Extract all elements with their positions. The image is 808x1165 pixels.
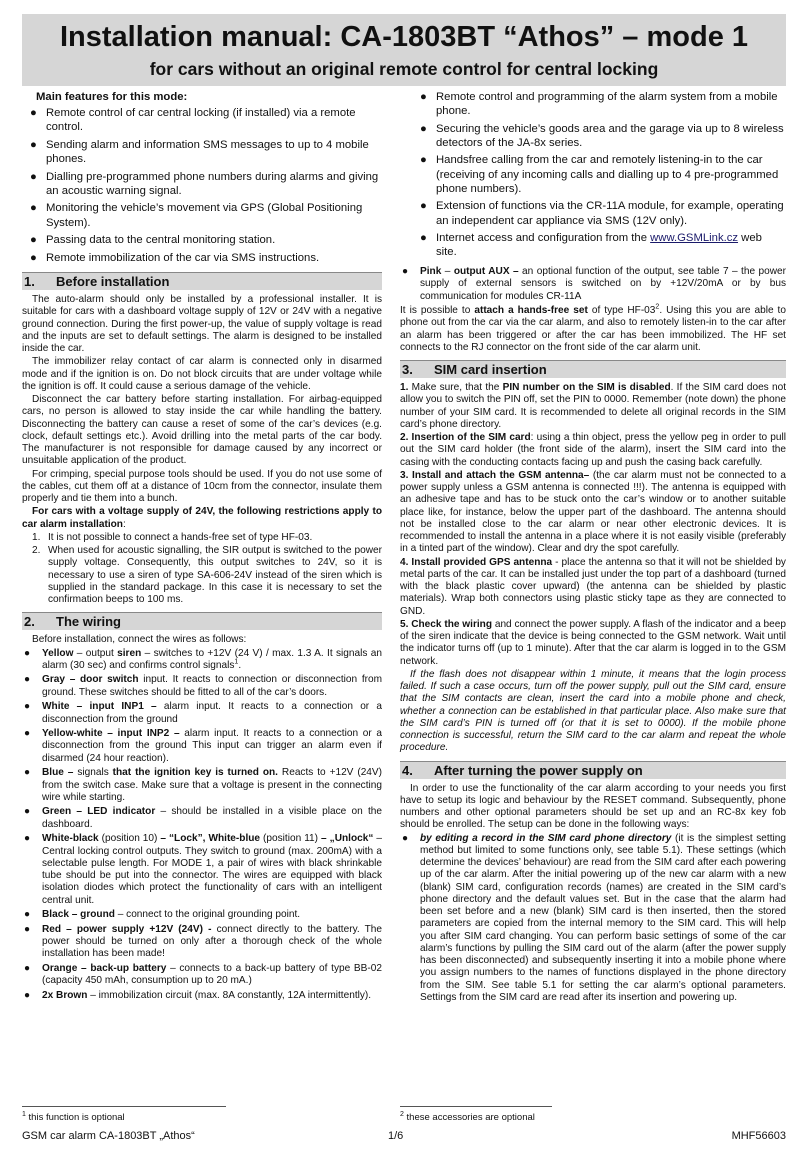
bullet-icon: ●: [420, 91, 427, 103]
list-item: ● Remote control and programming of the alarm system from a mobile phone.: [420, 91, 778, 118]
title-banner: [22, 14, 786, 86]
bullet-icon: ●: [24, 701, 31, 713]
paragraph: 3. Install and attach the GSM antenna– (the car alarm must not be connected to a power supply unless a GSM antenna is connected !!!). The antenna is equipped with an adhesive tape and has to be stuck onto the car’s window or to another suitable place like, for instance, below the upper part of the dashboard. The antenna should not be installed close to the car alarm or near other electronic devices. It is recommended to install the antenna in a place where it is not easily visible (preferably in a tinted part of the window). Clear and dry the spot carefully.: [400, 469, 786, 555]
bullet-icon: ●: [420, 154, 427, 167]
list-item: ● Handsfree calling from the car and remotely listening-in to the car (receiving of any incoming calls and dialling up to 4 pre-programmed phone numbers).: [420, 154, 779, 195]
list-item: ● Green – LED indicator – should be installed in a visible place on the dashboard.: [24, 806, 382, 830]
page-title: Installation manual: CA-1803BT “Athos” – mode 1: [59, 21, 749, 53]
bullet-icon: ●: [402, 266, 409, 277]
paragraph: 1. Make sure, that the PIN number on the SIM is disabled. If the SIM card does not allow you to switch the PIN off, set the PIN to 0000. Remember (note down) the phone number of your SIM card. It is recommended to delete all original records in the SIM card’s phone directory.: [400, 382, 786, 430]
list-item: ● Internet access and configuration from the www.GSMLink.cz web site.: [420, 232, 762, 259]
paragraph: Before installation, connect the wires as follows:: [32, 634, 247, 646]
list-item: ● White-black (position 10) – “Lock”, White-blue (position 11) – „Unlock“ – Central locking control outputs. They switch to ground (max. 200mA) with a selectable pulse length. For MODE 1, a pair of wires with black shrinkable tube should be put into the connector. The wires are equipped with black isolation diodes which protect the functionality of cars with an intelligent central unit.: [24, 833, 383, 906]
paragraph: If the flash does not disappear within 1 minute, it means that the login process failed. If such a case occurs, turn off the power supply, pull out the SIM card, ensure that the SIM contacts are clean, insert the card into a mobile phone and check, whether a connection can be established in that particular place. Also make sure that the SIM card’s PIN is turned off (or that it is set to 0000). If the mobile phone connection is successful, return the SIM card to the car alarm and repeat the whole procedure.: [400, 668, 786, 754]
paragraph: 5. Check the wiring and connect the power supply. A flash of the indicator and a beep of the siren indicate that the device is being connected to the GSM network. Wait until the indicator turns off (up to 1 minute). After that the car alarm is logged in to the GSM network.: [400, 618, 786, 667]
list-item: ● Sending alarm and information SMS messages to up to 4 mobile phones.: [30, 138, 369, 166]
paragraph: 4. Install provided GPS antenna - place the antenna so that it will not be shielded by metal parts of the car. It can be installed just under the top part of a dashboard (turned with the black plastic cover upward) (the antenna can be shielded by plastic materials). Wrap both connectors using plastic sticky tape as they are connected to GND.: [400, 556, 786, 617]
setup-list: [400, 833, 786, 1005]
bullet-icon: ●: [24, 806, 31, 818]
paragraph: 2. Insertion of the SIM card: using a thin object, press the yellow peg in order to pull out the SIM card holder (the front side of the alarm), insert the SIM card into the casing with the conducting contacts facing up and push the casing back carefully.: [400, 432, 786, 468]
paragraph: The auto-alarm should only be installed by a professional installer. It is suitable for cars with a dashboard voltage supply of 12V or 24V with a negative ground connection. During the first power-up, the value of supply voltage is read and the inputs are set to default settings. The alarm is designed to be installed inside the car.: [22, 294, 382, 354]
paragraph: For crimping, special purpose tools should be used. If you do not use some of the cables, cut them off at a distance of 10cm from the connector, insulate them properly and tie them into a bunch.: [22, 468, 382, 504]
features-right: [412, 90, 784, 263]
gsmlink-link[interactable]: www.GSMLink.cz: [650, 232, 739, 245]
wiring-list-continued: [400, 266, 786, 303]
bullet-icon: ●: [24, 923, 31, 935]
bullet-icon: ●: [420, 200, 427, 213]
right-column: [400, 266, 786, 1007]
list-item: ● Dialling pre-programmed phone numbers during alarms and giving an acoustic warning signal.: [30, 170, 379, 197]
footer-left: GSM car alarm CA-1803BT „Athos“: [22, 1130, 195, 1142]
bullet-icon: ●: [30, 138, 37, 151]
list-item: ● Passing data to the central monitoring station.: [30, 234, 276, 247]
section-heading: 1. Before installation: [22, 272, 382, 290]
paragraph: The immobilizer relay contact of car alarm is connected only in disarmed mode and if the ignition is on. Do not block circuits that are under voltage while the ignition is off. It could cause a serious damage of the vehicle.: [22, 356, 382, 392]
bullet-icon: ●: [24, 767, 31, 779]
list-item: ● Extension of functions via the CR-11A module, for example, operating an independent car appliance via SMS (12V only).: [420, 200, 784, 227]
list-item: ● Remote control of car central locking (if installed) via a remote control.: [30, 107, 356, 134]
features-heading: Main features for this mode:: [36, 91, 188, 103]
bullet-icon: ●: [24, 963, 31, 975]
bullet-icon: ●: [30, 251, 37, 264]
section-heading: 4. After turning the power supply on: [400, 761, 786, 779]
bullet-icon: ●: [24, 909, 31, 921]
list-item: ● Orange – back-up battery – connects to a back-up battery of type BB-02 (capacity 450 mAh, consumption up to 20 mA.): [24, 963, 382, 987]
features-left: [22, 90, 384, 268]
section-heading: 3. SIM card insertion: [400, 360, 786, 378]
list-item: ● Gray – door switch input. It reacts to connection or disconnection from ground. These switches should be fitted to all of the car’s doors.: [24, 674, 383, 698]
bullet-icon: ●: [24, 728, 31, 740]
page-number: 1/6: [388, 1130, 404, 1142]
list-item: ● Securing the vehicle’s goods area and the garage via up to 8 wireless detectors of the JA-8x series.: [420, 122, 784, 149]
section-heading: 2. The wiring: [22, 612, 382, 630]
list-item: ● Yellow – output siren – switches to +12V (24 V) / max. 1.3 A. It signals an alarm (30 sec) and confirms control signals$^1$.: [24, 647, 382, 671]
bullet-icon: ●: [24, 833, 31, 845]
doc-code: MHF56603: [731, 1130, 786, 1142]
paragraph: For cars with a voltage supply of 24V, the following restrictions apply to car alarm installation:: [22, 506, 382, 530]
list-item: ● Red – power supply +12V (24V) - connect directly to the battery. The power should be turned on only after a thorough check of the whole installation has been made!: [24, 923, 382, 960]
wiring-list: [22, 648, 382, 1003]
restriction-list: [22, 532, 382, 607]
footnote: $^1$ this function is optional: [22, 1110, 125, 1123]
left-column: [22, 266, 382, 1005]
footnote-divider: [400, 1106, 552, 1107]
list-item: 1. It is not possible to connect a hands-free set of type HF-03.: [32, 531, 313, 543]
bullet-icon: ●: [30, 234, 37, 247]
bullet-icon: ●: [402, 832, 409, 844]
list-item: 2. When used for acoustic signalling, the SIR output is switched to the power supply voltage. Consequently, this output switches to 24V, so it is necessary to use a siren of type SA-606-24V instead of the siren which is supplied in the standard package. In this case it is necessary to set the confirmation beeps to 100 ms.: [32, 545, 382, 605]
list-item: ● Yellow-white – input INP2 – alarm input. It reacts to a connection or a disconnection from the ground This input can trigger an alarm even if disarmed (24 hour reaction).: [24, 728, 382, 764]
paragraph: It is possible to attach a hands-free set of type $HF-03^2$. Using this you are able to phone out from the car via the car alarm, and also to remotely listen-in to the car after an alarm has been triggered or after the car has been immobilized. The HF set connects to the RJ connector on the front side of the car alarm unit.: [400, 303, 786, 353]
list-item: ● White – input INP1 – alarm input. It reacts to a connection or a disconnection from the ground: [24, 701, 382, 725]
page-subtitle: for cars without an original remote control for central locking: [149, 59, 659, 79]
bullet-icon: ●: [30, 202, 37, 215]
list-item: ● Blue – signals that the ignition key is turned on. Reacts to +12V (24V) from the switch case. Make sure that a voltage is present in the connecting wire while starting.: [24, 767, 383, 803]
bullet-icon: ●: [30, 170, 37, 183]
bullet-icon: ●: [420, 232, 427, 245]
bullet-icon: ●: [30, 107, 37, 120]
list-item: ● Monitoring the vehicle’s movement via GPS (Global Positioning System).: [30, 202, 363, 229]
paragraph: In order to use the functionality of the car alarm according to your needs you first have to setup its logic and behaviour by the RESET command. Subsequently, phone numbers and other optional parameters should be set up and an RC-8x key fob should be enrolled. The setup can be done in the following ways:: [400, 782, 786, 831]
list-item: ● Remote immobilization of the car via SMS instructions.: [30, 251, 320, 264]
list-item: ● 2x Brown – immobilization circuit (max. 8A constantly, 12A intermittently).: [24, 989, 372, 1001]
bullet-icon: ●: [24, 989, 31, 1001]
list-item: ● Pink – output AUX – an optional function of the output, see table 7 – the power supply of external sensors is switched on by +12V/20mA or by bus communication for modules CR-11A: [402, 266, 786, 302]
bullet-icon: ●: [24, 674, 31, 686]
bullet-icon: ●: [420, 122, 427, 135]
bullet-icon: ●: [24, 647, 31, 659]
footnote: $^2$ these accessories are optional: [400, 1110, 535, 1123]
paragraph: Disconnect the car battery before starting installation. For airbag-equipped cars, no person is allowed to stay inside the car while handling the battery. Disconnecting the battery can cause a reset of some of the car’s devices (e.g. clock, default settings etc.). Avoid drilling into the metal parts of the car body. The manufacturer is not responsible for damage caused by any incorrect or unsuitable application of the product.: [22, 394, 382, 467]
list-item: ● Black – ground – connect to the original grounding point.: [24, 909, 301, 921]
list-item: ● by editing a record in the SIM card phone directory (it is the simplest setting method but limited to some functions only, see table 5.1). These settings (which determine the devices’ behaviour) are read from the SIM card after each powering up of the car alarm. After the initial powering up of the new car alarm with a new (blank) SIM card, configuration records (names) are created in the SIM card’s phone directory and the default values set. But in the case that the alarm had been set before and a new (blank) SIM card is then inserted, then the stored parameters are copied from the internal memory to the SIM card. This will help you after SIM card changing. You can perform basic settings of some of the car alarm’s functions by pulling the SIM card out of the alarm (after the power supply has been disconnected) and subsequently inserting it into a mobile phone where you assign numbers to the names of functions displayed in the phone directory from the SIM. See table 5.1 for setting the car alarm’s optional parameters. Settings from the SIM card are read after its insertion and powering up.: [402, 832, 786, 1003]
footnote-divider: [22, 1106, 226, 1107]
